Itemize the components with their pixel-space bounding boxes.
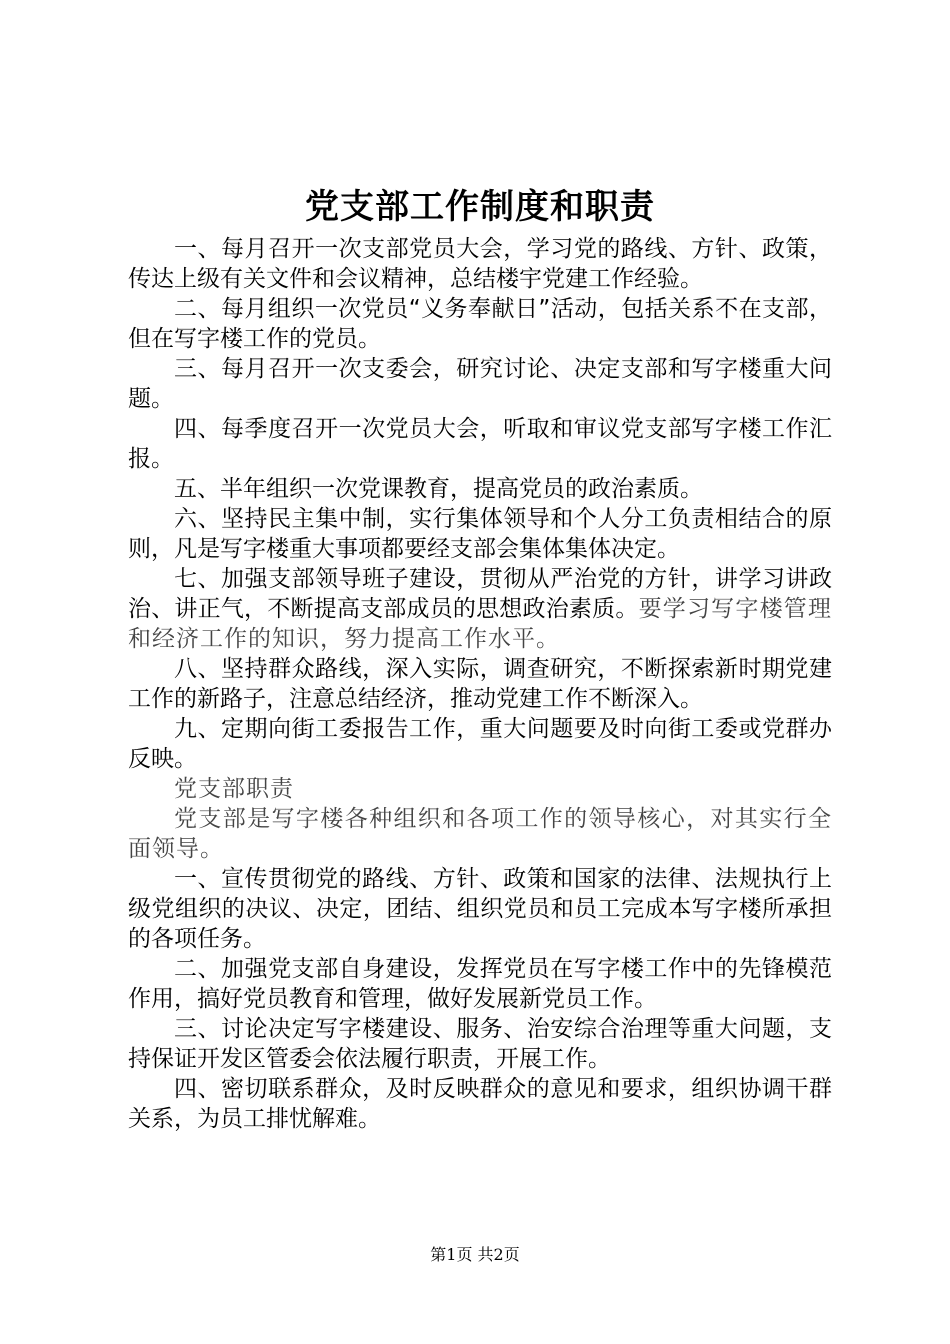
rule-paragraph-6: 六、坚持民主集中制，实行集体领导和个人分工负责相结合的原则，凡是写字楼重大事项都要经支部会集体集体决定。 xyxy=(128,506,832,562)
rule-paragraph-7 xyxy=(128,564,832,654)
rule-paragraph-5: 五、半年组织一次党课教育，提高党员的政治素质。 xyxy=(174,476,703,502)
rule-paragraph-7-tail: 要学习写字楼管理和经济工作的知识，努力提高工作水平。 xyxy=(128,596,833,652)
rule-paragraph-4: 四、每季度召开一次党员大会，听取和审议党支部写字楼工作汇报。 xyxy=(128,416,832,472)
section-intro: 党支部是写字楼各种组织和各项工作的领导核心，对其实行全面领导。 xyxy=(128,806,832,862)
page-footer xyxy=(0,1244,950,1266)
section-heading: 党支部职责 xyxy=(174,776,294,802)
rule-paragraph-9: 九、定期向街工委报告工作，重大问题要及时向街工委或党群办反映。 xyxy=(128,716,832,772)
rule-paragraph-7-main: 七、加强支部领导班子建设，贯彻从严治党的方针，讲学习讲政治、讲正气，不断提高支部成员的思想政治素质。 xyxy=(128,566,832,622)
duty-paragraph-3: 三、讨论决定写字楼建设、服务、治安综合治理等重大问题，支持保证开发区管委会依法履行职责，开展工作。 xyxy=(128,1016,832,1072)
duty-paragraph-1: 一、宣传贯彻党的路线、方针、政策和国家的法律、法规执行上级党组织的决议、决定，团结、组织党员和员工完成本写字楼所承担的各项任务。 xyxy=(128,866,832,952)
duty-paragraph-2: 二、加强党支部自身建设，发挥党员在写字楼工作中的先锋模范作用，搞好党员教育和管理，做好发展新党员工作。 xyxy=(128,956,832,1012)
duty-paragraph-4: 四、密切联系群众，及时反映群众的意见和要求，组织协调干群关系，为员工排忧解难。 xyxy=(128,1076,832,1132)
rule-paragraph-2: 二、每月组织一次党员“义务奉献日”活动，包括关系不在支部，但在写字楼工作的党员。 xyxy=(128,296,832,352)
rule-paragraph-8: 八、坚持群众路线，深入实际，调查研究，不断探索新时期党建工作的新路子，注意总结经济，推动党建工作不断深入。 xyxy=(128,656,832,712)
rule-paragraph-1: 一、每月召开一次支部党员大会，学习党的路线、方针、政策，传达上级有关文件和会议精神，总结楼宇党建工作经验。 xyxy=(128,236,832,292)
page-number: 第1页 共2页 xyxy=(430,1245,520,1264)
rule-paragraph-3: 三、每月召开一次支委会，研究讨论、决定支部和写字楼重大问题。 xyxy=(128,356,832,412)
document-body xyxy=(128,182,832,1134)
document-title: 党支部工作制度和职责 xyxy=(305,187,655,227)
